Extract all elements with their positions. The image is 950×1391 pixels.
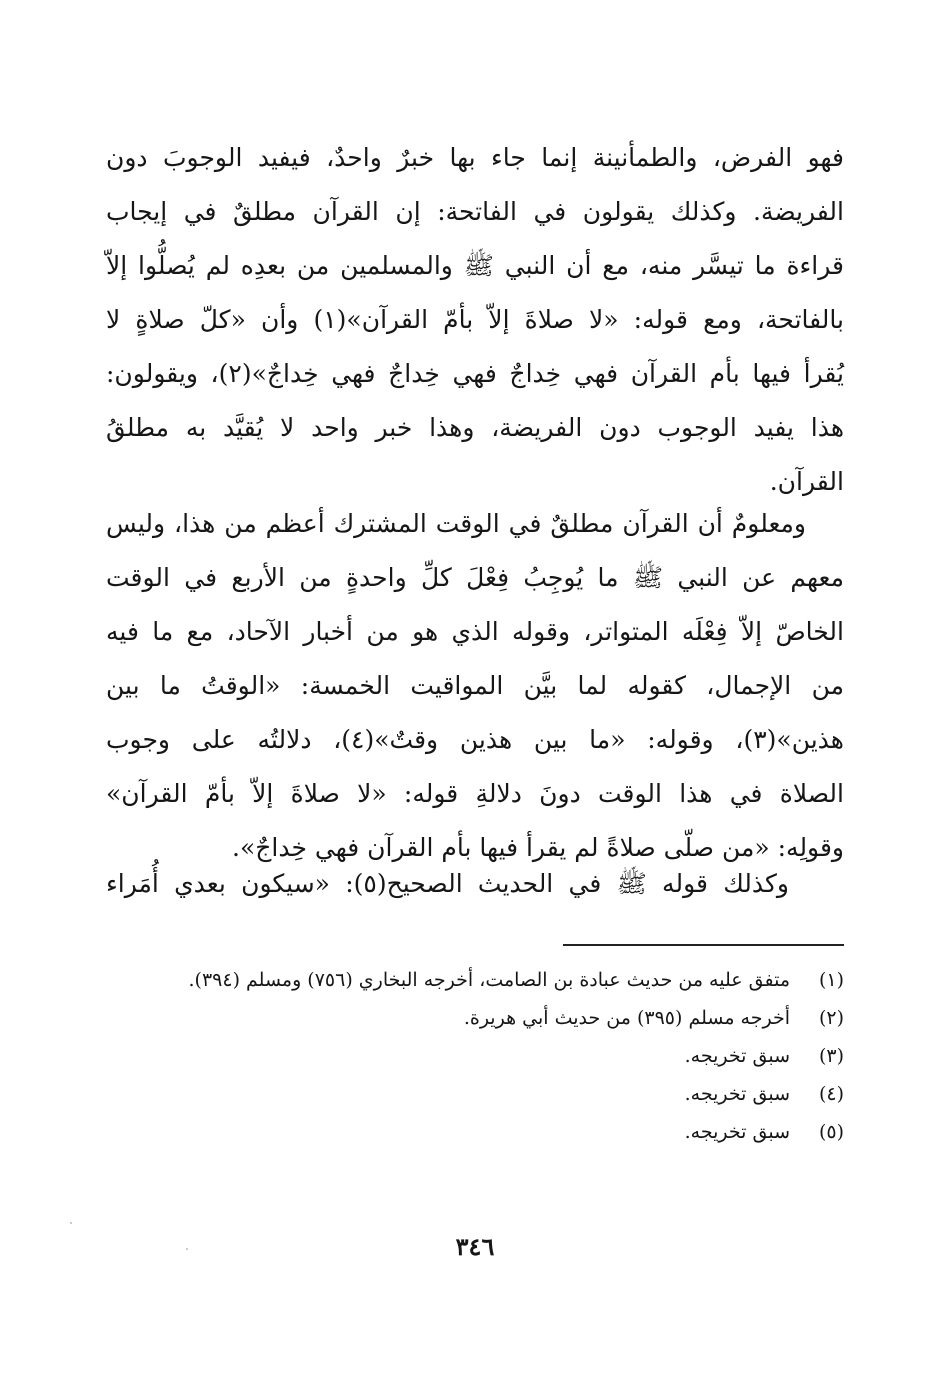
footnote-text: أخرجه مسلم (٣٩٥) من حديث أبي هريرة. — [463, 1007, 790, 1029]
paragraph-3 — [106, 857, 844, 911]
footnote-number: (٣) — [818, 1045, 844, 1067]
text-line: هذين»(٣)، وقوله: «ما بين هذين وقتٌ»(٤)، دلالتُه على وجوب — [106, 725, 844, 754]
scan-speck — [70, 1222, 72, 1224]
text-line: قراءة ما تيسَّر منه، مع أن النبي ﷺ والمسلمين من بعدِه لم يُصلُّوا إلاّ — [106, 251, 844, 280]
footnote-3 — [106, 1038, 844, 1074]
text-line: فهو الفرض، والطمأنينة إنما جاء بها خبرٌ واحدٌ، فيفيد الوجوبَ دون — [106, 143, 844, 172]
paragraph-1 — [106, 131, 844, 509]
footnote-text: سبق تخريجه. — [684, 1045, 790, 1067]
text-line: ومعلومٌ أن القرآن مطلقٌ في الوقت المشترك أعظم من هذا، وليس — [106, 509, 806, 538]
footnote-separator — [563, 944, 844, 946]
footnote-number: (٢) — [818, 1007, 844, 1029]
footnote-number: (٤) — [818, 1083, 844, 1105]
text-line: يُقرأ فيها بأم القرآن فهي خِداجٌ فهي خِداجٌ فهي خِداجٌ»(٢)، ويقولون: — [106, 359, 844, 388]
footnote-5 — [106, 1114, 844, 1150]
footnote-text: متفق عليه من حديث عبادة بن الصامت، أخرجه البخاري (٧٥٦) ومسلم (٣٩٤). — [188, 969, 790, 991]
footnote-4 — [106, 1076, 844, 1112]
text-line: من الإجمال، كقوله لما بيَّن المواقيت الخمسة: «الوقتُ ما بين — [106, 671, 844, 700]
footnote-1 — [106, 962, 844, 998]
text-line: الصلاة في هذا الوقت دونَ دلالةِ قوله: «لا صلاةَ إلاّ بأمّ القرآن» — [106, 779, 844, 808]
scan-speck — [186, 1248, 188, 1250]
text-line: وقولِه: «من صلّى صلاةً لم يقرأ فيها بأم القرآن فهي خِداجٌ». — [232, 833, 844, 862]
text-line: بالفاتحة، ومع قوله: «لا صلاةَ إلاّ بأمّ القرآن»(١) وأن «كلّ صلاةٍ لا — [106, 305, 844, 334]
footnote-number: (١) — [818, 969, 844, 991]
text-line: وكذلك قوله ﷺ في الحديث الصحيح(٥): «سيكون بعدي أُمَراء — [106, 869, 789, 898]
paragraph-2 — [106, 497, 844, 875]
text-line: الفريضة. وكذلك يقولون في الفاتحة: إن القرآن مطلقٌ في إيجاب — [106, 197, 844, 226]
text-line: الخاصّ إلاّ فِعْلَه المتواتر، وقوله الذي هو من أخبار الآحاد، مع ما فيه — [106, 617, 844, 646]
text-line: معهم عن النبي ﷺ ما يُوجِبُ فِعْلَ كلِّ واحدةٍ من الأربع في الوقت — [106, 563, 844, 592]
text-line: القرآن. — [769, 467, 844, 496]
footnote-text: سبق تخريجه. — [684, 1121, 790, 1143]
footnote-number: (٥) — [818, 1121, 844, 1143]
text-line: هذا يفيد الوجوب دون الفريضة، وهذا خبر واحد لا يُقيَّد به مطلقُ — [106, 413, 845, 442]
page-number: ٣٤٦ — [455, 1232, 495, 1261]
footnote-2 — [106, 1000, 844, 1036]
footnotes — [106, 962, 844, 1152]
footnote-text: سبق تخريجه. — [684, 1083, 790, 1105]
